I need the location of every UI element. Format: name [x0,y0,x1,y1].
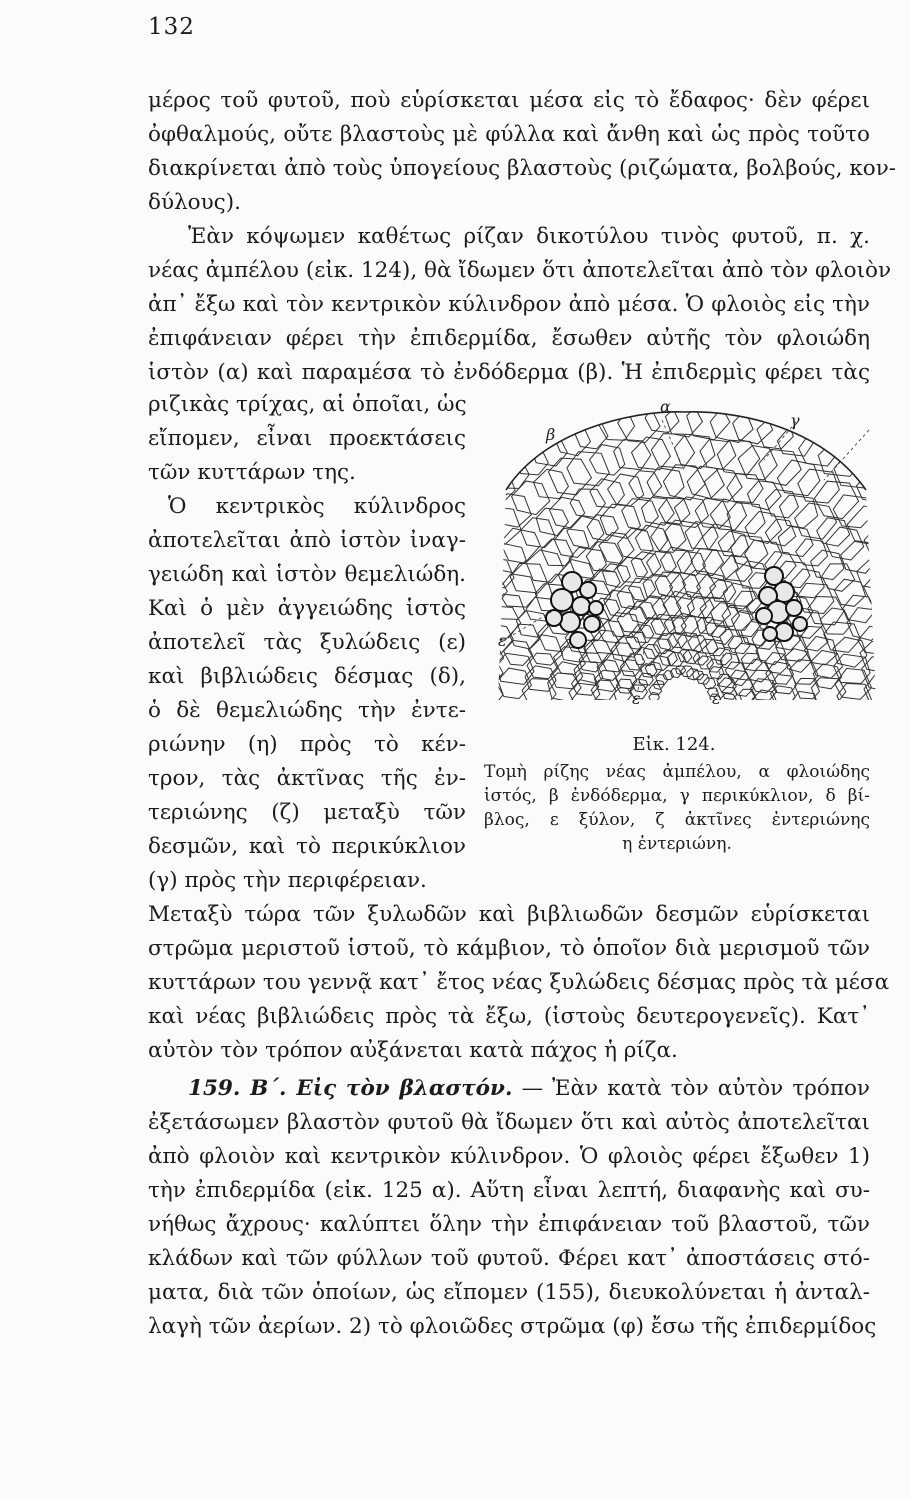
figure-label: Εἰκ. 124. [632,734,716,755]
tissue-cell [567,452,609,486]
figure-caption-line: η ἐντεριώνη. [622,834,732,854]
tissue-cell [590,445,625,476]
side-column-line: τεριώνης (ζ) μεταξὺ τῶν [148,800,466,825]
side-column-line: δεσμῶν, καὶ τὸ περικύκλιον [148,834,466,859]
tissue-cell [779,495,817,528]
tissue-cell [710,405,753,442]
body-line: νέας ἀμπέλου (εἰκ. 124), θὰ ἴδωμεν ὅτι ἀποτελεῖται ἀπὸ τὸν φλοιὸν [148,258,892,283]
tissue-cell [693,652,708,665]
tissue-cell [756,639,786,665]
tissue-cell [872,592,884,625]
tissue-cell [752,690,777,711]
tissue-cell [824,622,861,652]
tissue-cell [617,557,647,582]
side-column-line: ριώνην (η) πρὸς τὸ κέν- [148,732,466,757]
tissue-cell [777,426,813,456]
section-first-line [188,1072,870,1106]
tissue-cell [765,519,795,546]
tissue-cell [484,524,503,558]
tissue-cell [484,485,495,518]
tissue-cell [614,687,631,702]
tissue-cell [484,573,507,609]
figure-caption-line: ἱστός, β ἐνδόδερμα, γ περικύκλιον, δ βί- [484,786,870,806]
tissue-cell [875,486,884,516]
tissue-cell [695,499,730,529]
tissue-cell [864,524,884,556]
tissue-cell [608,474,644,506]
tissue-cell [856,471,884,503]
root-cross-section-illustration [484,400,884,726]
tissue-cell [710,499,746,530]
tissue-cell [618,528,654,559]
tissue-cell [875,538,884,576]
tissue-cell [618,407,660,443]
tissue-cell [822,564,855,591]
tissue-cell [795,678,820,698]
figure-letter-epsilon: ε [632,689,641,708]
body-line: κλάδων καὶ τῶν φύλλων τοῦ φυτοῦ. Φέρει κατ᾽ ἀποστάσεις στό- [148,1246,870,1271]
body-line: Μεταξὺ τώρα τῶν ξυλωδῶν καὶ βιβλιωδῶν δεσμῶν εὑρίσκεται [148,902,870,927]
tissue-cell [590,479,625,508]
body-line: τὴν ἐπιδερμίδα (εἰκ. 125 α). Αὕτη εἶναι λεπτή, διαφανὴς καὶ συ- [148,1178,870,1203]
tissue-cell [484,558,514,588]
body-line: ἀπ᾽ ἔξω καὶ τὸν κεντρικὸν κύλινδρον ἀπὸ μέσα. Ὁ φλοιὸς εἰς τὴν [148,292,870,317]
body-line: νήθως ἄχρους· καλύπτει ὅλην τὴν ἐπιφάνειαν τοῦ βλαστοῦ, τῶν [148,1212,870,1237]
side-column-line: (γ) πρὸς τὴν περιφέρειαν. [148,868,427,893]
body-line: κυττάρων του γεννᾷ κατ᾽ ἔτος νέας ξυλώδεις δέσμας πρὸς τὰ μέσα [148,970,890,995]
tissue-cell [504,641,533,666]
tissue-cell [665,404,702,437]
tissue-cell [727,474,763,503]
tissue-cell [833,637,867,667]
body-line: μέρος τοῦ φυτοῦ, ποὺ εὑρίσκεται μέσα εἰς τὸ ἔδαφος· δὲν φέρει [148,88,870,113]
page-number: 132 [148,14,195,40]
side-column-line: Καὶ ὁ μὲν ἀγγειώδης ἱστὸς [148,596,466,621]
tissue-cell [649,692,660,701]
tissue-cell [717,674,732,687]
body-line: διακρίνεται ἀπὸ τοὺς ὑπογείους βλαστοὺς (ριζώματα, βολβούς, κον- [148,156,897,181]
right-vascular-bundle [756,567,807,641]
tissue-cell [687,466,724,498]
body-line: λαγὴ τῶν ἀερίων. 2) τὸ φλοιῶδες στρῶμα (φ) ἔσω τῆς ἐπιδερμίδος [148,1314,877,1339]
tissue-cell [881,607,884,643]
side-column-line: ὁ δὲ θεμελιώδης τὴν ἐντε- [148,698,466,723]
figure-caption-line: βλος, ε ξύλον, ζ ἀκτῖνες ἐντεριώνης [484,810,870,830]
tissue-cell [833,495,873,528]
tissue-cell [668,652,685,666]
figure-caption-line: Τομὴ ρίζης νέας ἀμπέλου, α φλοιώδης [484,762,870,782]
tissue-cell [484,611,487,644]
side-column-line: εἴπομεν, εἶναι προεκτάσεις [148,426,466,451]
body-line: δύλους). [148,190,241,215]
tissue-cell [817,518,850,546]
tissue-cell [862,657,884,691]
tissue-cell [629,471,662,499]
tissue-cell [584,640,612,663]
tissue-cell [733,409,773,444]
tissue-cell [653,639,671,654]
figure-letter-gamma: γ [790,411,800,430]
section-heading-rest: — Ἐὰν κατὰ τὸν αὐτὸν τρόπον [521,1076,870,1101]
tissue-cell [567,516,604,549]
body-line: καὶ νέας βιβλιώδεις πρὸς τὰ ἔξω, (ἱστοὺς δευτερογενεῖς). Κατ᾽ [148,1004,870,1029]
tissue-cell [599,411,635,440]
tissue-cell [709,667,724,679]
tissue-cell [747,481,781,510]
side-column-line: ἀποτελεῖ τὰς ξυλώδεις (ε) [148,630,466,655]
tissue-cell [659,498,690,525]
tissue-cell [570,489,605,517]
side-column-line: γειώδη καὶ ἱστὸν θεμελιώδη. [148,562,466,587]
section-heading: 159. Β΄. Εἰς τὸν βλαστόν. [188,1076,513,1101]
side-column-line: ἀποτελεῖται ἀπὸ ἱστὸν ἰναγ- [148,528,466,553]
body-line: ἐπιφάνειαν φέρει τὴν ἐπιδερμίδα, ἔσωθεν αὐτῆς τὸν φλοιώδη [148,326,870,351]
body-line: αὐτὸν τὸν τρόπον αὐξάνεται κατὰ πάχος ἡ ρίζα. [148,1038,678,1063]
side-column-line: Ὁ κεντρικὸς κύλινδρος [168,494,466,519]
side-column-line: τῶν κυττάρων της. [148,460,356,485]
body-line: Ἐὰν κόψωμεν καθέτως ρίζαν δικοτύλου τινὸς φυτοῦ, π. χ. [188,224,870,249]
tissue-cell [864,674,884,708]
tissue-cell [707,659,723,672]
body-line: στρῶμα μεριστοῦ ἱστοῦ, τὸ κάμβιον, τὸ ὁποῖον διὰ μερισμοῦ τῶν [148,936,870,961]
tissue-cell [484,467,515,506]
tissue-cell [541,539,573,565]
figure-letter-epsilon: ε [498,631,507,650]
tissue-cell [687,403,730,440]
tissue-cell [642,497,675,525]
body-line: ματα, διὰ τῶν ὁποίων, ὡς εἴπομεν (155), διευκολύνεται ἡ ἀνταλ- [148,1280,870,1305]
body-line: ἱστὸν (α) καὶ παραμέσα τὸ ἐνδόδερμα (β). Ἡ ἐπιδερμὶς φέρει τὰς [148,360,870,385]
side-column-line: ριζικὰς τρίχας, αἱ ὁποῖαι, ὡς [148,392,467,417]
figure-letter-epsilon: ε [712,689,721,708]
tissue-cell [826,527,864,560]
tissue-cell [736,561,768,588]
tissue-cell [536,508,568,535]
tissue-cell [652,596,681,621]
side-column-line: τρον, τὰς ἀκτῖνας τῆς ἐν- [148,766,466,791]
tissue-cell [484,591,495,626]
body-line: ἐξετάσωμεν βλαστὸν φυτοῦ θὰ ἴδωμεν ὅτι καὶ αὐτὸς ἀποτελεῖται [148,1110,870,1135]
figure-letter-beta: β [546,425,556,444]
tissue-cell [678,650,692,662]
tissue-cell [720,693,736,707]
tissue-cell [484,507,521,545]
tissue-cell [864,575,884,608]
tissue-cell [492,544,526,573]
figure-letter-alpha: α [660,400,671,416]
tissue-cell [484,541,488,573]
body-line: ἀπὸ φλοιὸν καὶ κεντρικὸν κύλινδρον. Ὁ φλοιὸς φέρει ἔξωθεν 1) [148,1144,870,1169]
side-column-line: καὶ βιβλιώδεις δέσμας (δ), [148,664,466,689]
tissue-cell [857,560,884,589]
tissue-cell [777,460,819,496]
body-line: ὀφθαλμούς, οὔτε βλαστοὺς μὲ φύλλα καὶ ἄνθη καὶ ὡς πρὸς τοῦτο [148,122,870,147]
